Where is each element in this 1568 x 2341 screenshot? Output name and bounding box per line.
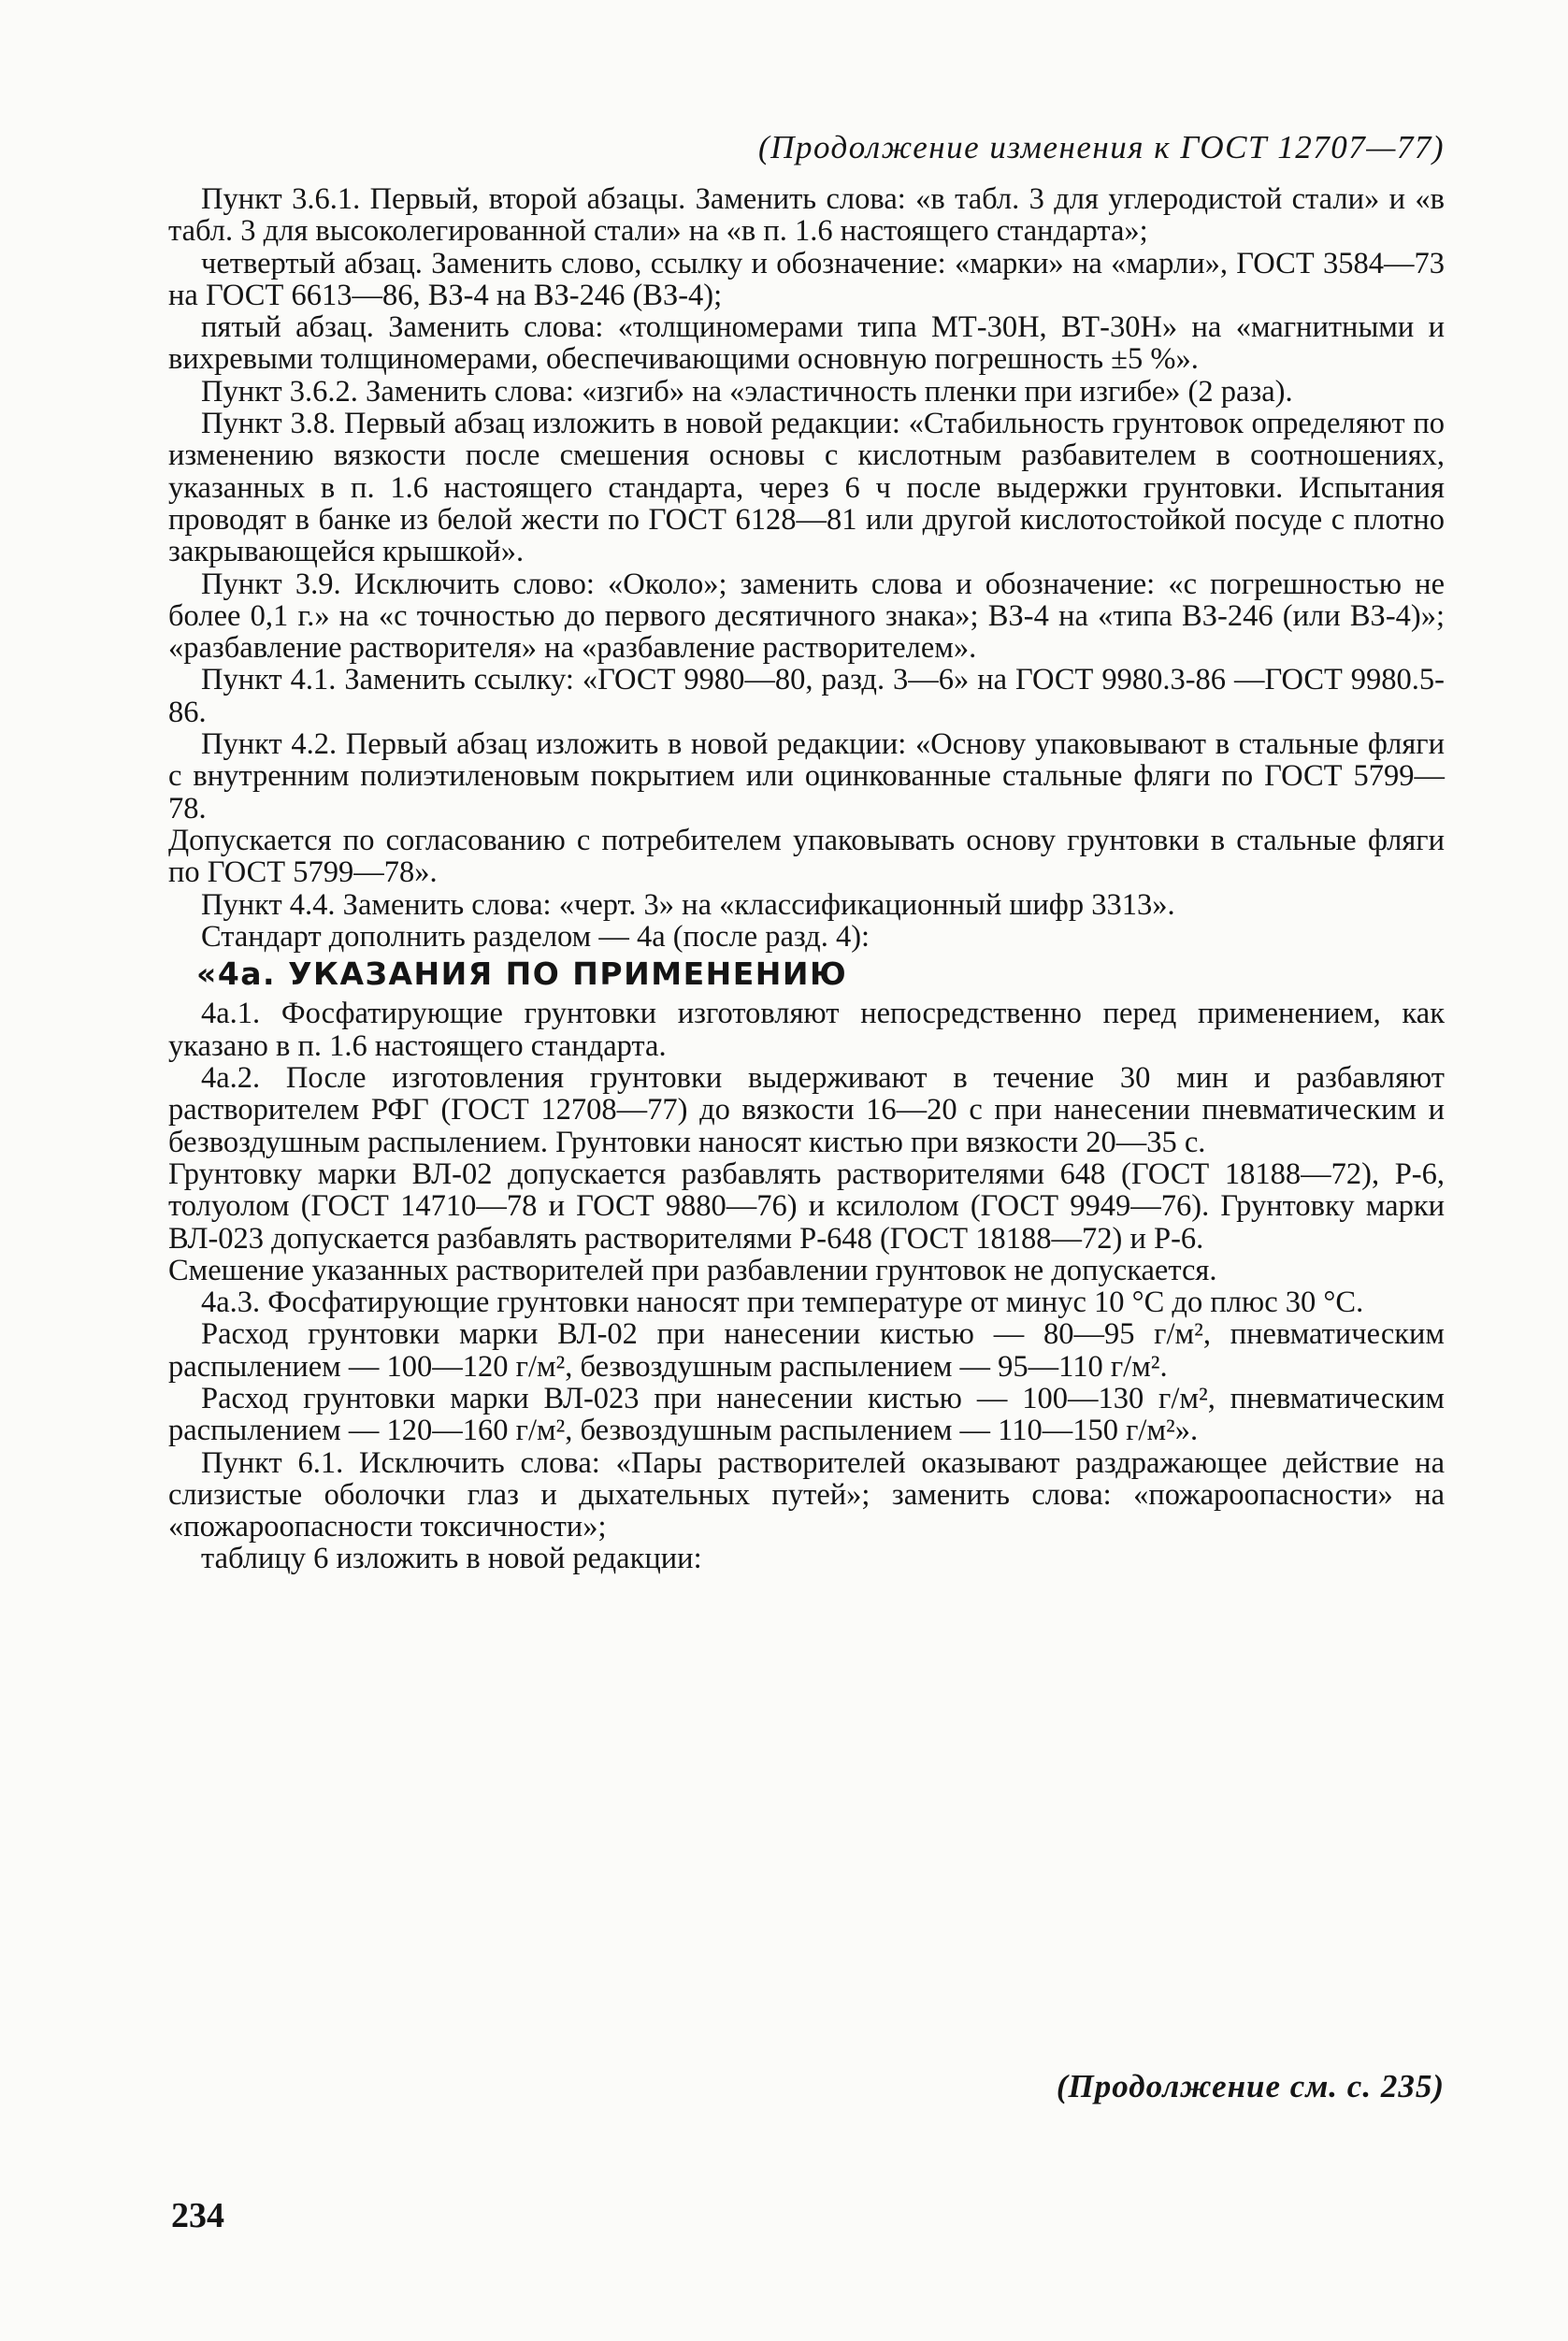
paragraph-standard-addition: Стандарт дополнить разделом — 4а (после разд. 4): — [201, 919, 870, 954]
paragraph-4a-2: 4а.2. После изготовления грунтовки выдерживают в течение 30 мин и разбавляют растворителем РФГ (ГОСТ 12708—77) до вязкости 16—20 с при нанесении пневматическим и безвоздушным распылением. Грунтовки наносят кистью при вязкости 20—35 с. — [168, 1061, 1445, 1159]
continuation-header: (Продолжение изменения к ГОСТ 12707—77) — [758, 129, 1445, 165]
section-heading: «4а. УКАЗАНИЯ ПО ПРИМЕНЕНИЮ — [196, 955, 848, 993]
paragraph-fifth-abzac: пятый абзац. Заменить слова: «толщиномерами типа МТ-30Н, ВТ-30Н» на «магнитными и вихревыми толщиномерами, обеспечивающими основную погрешность ±5 %». — [168, 310, 1445, 377]
paragraph-4a-3: 4а.3. Фосфатирующие грунтовки наносят при температуре от минус 10 °С до плюс 30 °С. — [201, 1285, 1364, 1320]
paragraph-3-9: Пункт 3.9. Исключить слово: «Около»; заменить слова и обозначение: «с погрешностью не более 0,1 г.» на «с точностью до первого десятичного знака»; ВЗ-4 на «типа ВЗ-246 (или ВЗ-4)»; «разбавление растворителя» на «разбавление растворителем». — [168, 567, 1445, 666]
paragraph-mixing: Смешение указанных растворителей при разбавлении грунтовок не допускается. — [168, 1253, 1217, 1287]
paragraph-vl02-thinning: Грунтовку марки ВЛ-02 допускается разбавлять растворителями 648 (ГОСТ 18188—72), Р-6, толуолом (ГОСТ 14710—78 и ГОСТ 9880—76) и ксилолом (ГОСТ 9949—76). Грунтовку марки ВЛ-023 допускается разбавлять растворителями Р-648 (ГОСТ 18188—72) и Р-6. — [168, 1156, 1445, 1256]
paragraph-4-2: Пункт 4.2. Первый абзац изложить в новой редакции: «Основу упаковывают в стальные фляги с внутренним полиэтиленовым покрытием или оцинкованные стальные фляги по ГОСТ 5799—78. — [168, 727, 1445, 826]
paragraph-fourth-abzac: четвертый абзац. Заменить слово, ссылку и обозначение: «марки» на «марли», ГОСТ 3584—73 на ГОСТ 6613—86, ВЗ-4 на ВЗ-246 (ВЗ-4); — [168, 246, 1445, 312]
paragraph-4-2-cont: Допускается по согласованию с потребителем упаковывать основу грунтовки в стальные фляги по ГОСТ 5799—78». — [168, 823, 1445, 890]
paragraph-6-1: Пункт 6.1. Исключить слова: «Пары растворителей оказывают раздражающее действие на слизистые оболочки глаз и дыхательных путей»; заменить слова: «пожароопасности» на «пожароопасности токсичности»; — [168, 1445, 1445, 1544]
page-number: 234 — [171, 2196, 224, 2235]
document-body — [168, 183, 1445, 1575]
paragraph-4-1: Пункт 4.1. Заменить ссылку: «ГОСТ 9980—80, разд. 3—6» на ГОСТ 9980.3-86 —ГОСТ 9980.5-86. — [168, 663, 1445, 729]
paragraph-table-6: таблицу 6 изложить в новой редакции: — [201, 1542, 702, 1576]
paragraph-3-8: Пункт 3.8. Первый абзац изложить в новой редакции: «Стабильность грунтовок определяют по изменению вязкости после смешения основы с кислотным разбавителем в соотношениях, указанных в п. 1.6 настоящего стандарта, через 6 ч после выдержки грунтовки. Испытания проводят в банке из белой жести по ГОСТ 6128—81 или другой кислотостойкой посуде с плотно закрывающейся крышкой». — [168, 407, 1445, 569]
continuation-footer: (Продолжение см. с. 235) — [1056, 2068, 1445, 2104]
paragraph-consumption-vl02: Расход грунтовки марки ВЛ-02 при нанесении кистью — 80—95 г/м², пневматическим распылением — 100—120 г/м², безвоздушным распылением — 95—110 г/м². — [168, 1317, 1445, 1384]
paragraph-4a-1: 4а.1. Фосфатирующие грунтовки изготовляют непосредственно перед применением, как указано в п. 1.6 настоящего стандарта. — [168, 997, 1445, 1063]
paragraph-consumption-vl023: Расход грунтовки марки ВЛ-023 при нанесении кистью — 100—130 г/м², пневматическим распылением — 120—160 г/м², безвоздушным распылением — 110—150 г/м²». — [168, 1381, 1445, 1448]
paragraph-3-6-2: Пункт 3.6.2. Заменить слова: «изгиб» на «эластичность пленки при изгибе» (2 раза). — [201, 374, 1293, 409]
paragraph-3-6-1: Пункт 3.6.1. Первый, второй абзацы. Заменить слова: «в табл. 3 для углеродистой стали» и «в табл. 3 для высоколегированной стали» на «в п. 1.6 настоящего стандарта»; — [168, 182, 1445, 249]
paragraph-4-4: Пункт 4.4. Заменить слова: «черт. 3» на «классификационный шифр 3313». — [201, 887, 1175, 922]
